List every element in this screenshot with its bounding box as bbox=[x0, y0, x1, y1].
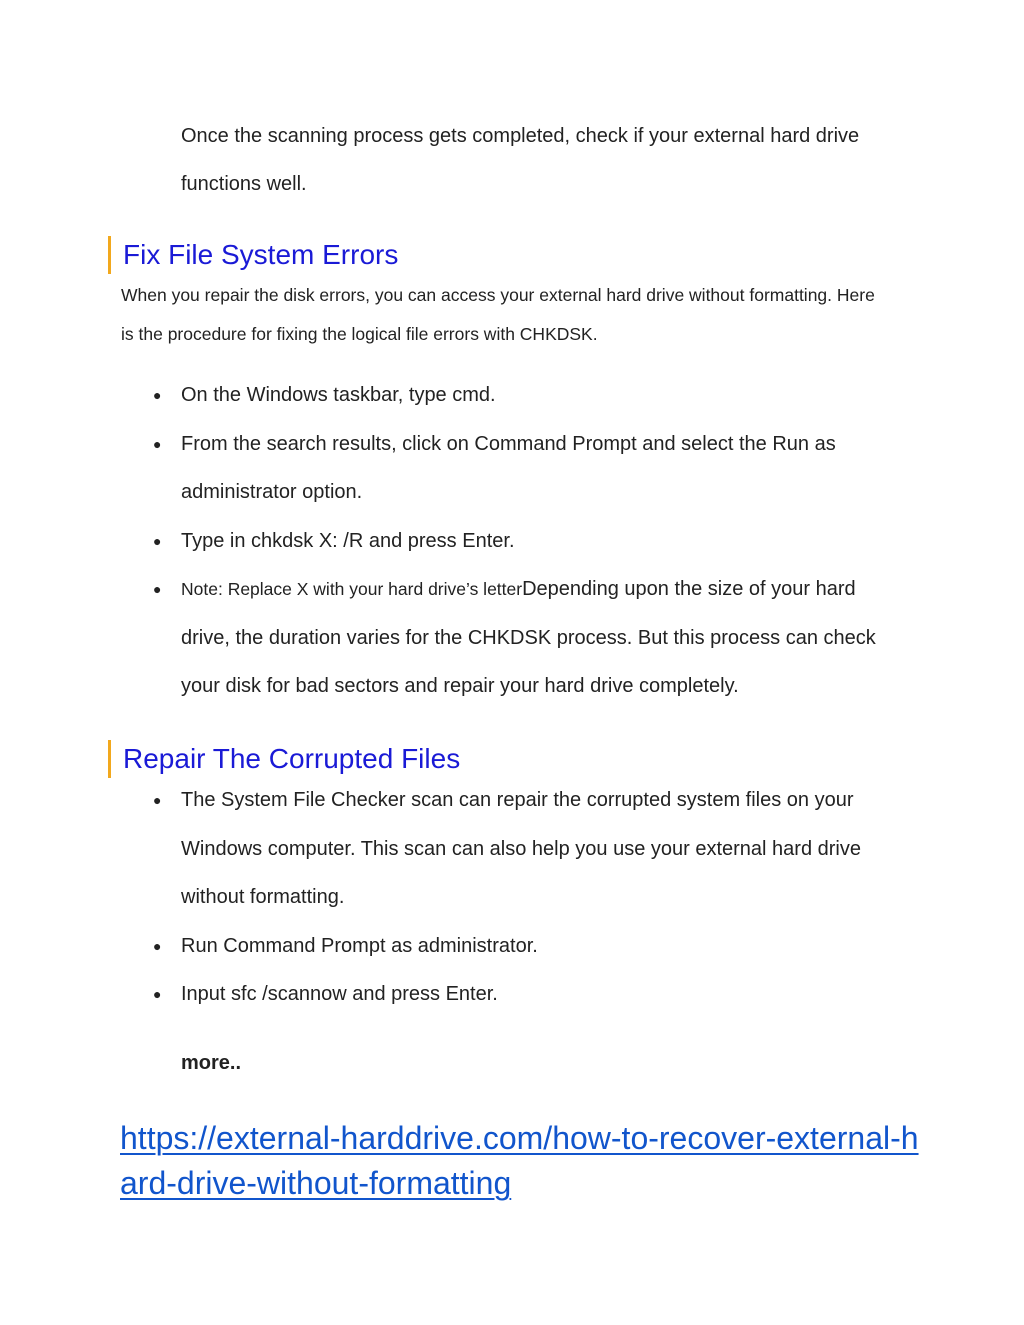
bullet-icon: ● bbox=[153, 937, 162, 954]
list-item bbox=[0, 922, 901, 971]
bullet-icon: ● bbox=[153, 435, 162, 452]
heading-fix-file-system-errors: Fix File System Errors bbox=[108, 236, 398, 274]
bullet-icon: ● bbox=[153, 792, 162, 808]
bullet-icon: ● bbox=[153, 986, 162, 1002]
intro-paragraph: Once the scanning process gets completed, check if your external hard drive functions well. bbox=[181, 125, 860, 195]
more-label: more.. bbox=[181, 1052, 242, 1074]
source-link[interactable]: https://external-harddrive.com/how-to-recover-external-hard-drive-without-formatting bbox=[120, 1120, 919, 1201]
bullet-icon: ● bbox=[153, 387, 162, 403]
list-item-text: Type in chkdsk X: /R and press Enter. bbox=[181, 529, 515, 552]
bullet-icon: ● bbox=[153, 532, 162, 549]
list-item bbox=[0, 517, 901, 566]
list-item bbox=[0, 776, 901, 922]
note-rest-text: Depending upon the size of your hard drive, the duration varies for the CHKDSK process. But this process can check your disk for bad sectors and repair your hard drive completely. bbox=[181, 578, 876, 697]
bullet-icon: ● bbox=[153, 581, 162, 597]
heading-repair-corrupted-files: Repair The Corrupted Files bbox=[108, 740, 460, 778]
list-item-text: From the search results, click on Command Prompt and select the Run as administrator option. bbox=[181, 432, 836, 503]
section1-body-paragraph: When you repair the disk errors, you can access your external hard drive without formatting. Here is the procedure for fixing the logical file errors with CHKDSK. bbox=[121, 285, 875, 344]
list-item bbox=[0, 565, 901, 711]
list-item-text: On the Windows taskbar, type cmd. bbox=[181, 384, 496, 406]
list-item-text: Input sfc /scannow and press Enter. bbox=[181, 983, 498, 1005]
section1-bullet-list bbox=[0, 371, 1024, 711]
list-item bbox=[0, 420, 901, 517]
note-prefix-text: Note: Replace X with your hard drive’s letter bbox=[181, 579, 523, 599]
list-item-text: Run Command Prompt as administrator. bbox=[181, 934, 538, 957]
section2-bullet-list bbox=[0, 776, 1024, 1019]
list-item-text: The System File Checker scan can repair the corrupted system files on your Windows computer. This scan can also help you use your external hard drive without formatting. bbox=[181, 789, 861, 908]
list-item bbox=[0, 371, 901, 420]
list-item bbox=[0, 970, 901, 1019]
